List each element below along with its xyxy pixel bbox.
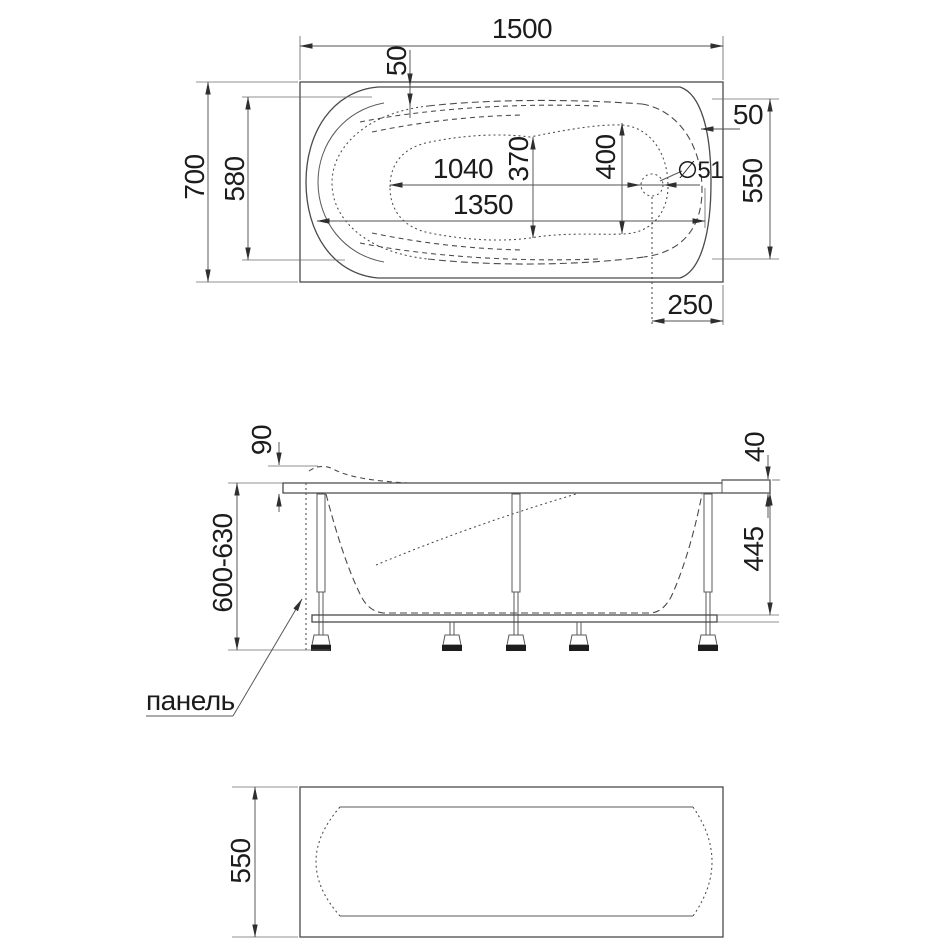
deco-curve-top-outer: [360, 105, 598, 122]
dim-label-total-height: 600-630: [207, 513, 238, 613]
inner-rim-bottom-dashed: [428, 257, 644, 264]
side-view: [146, 425, 780, 716]
panel-inner-right-arc: [693, 807, 712, 916]
dim-label-panel-height: 550: [225, 838, 256, 884]
leg-foot-pad: [698, 645, 718, 651]
foot-hanging-1: [442, 622, 462, 651]
leg-foot: [507, 635, 525, 645]
panel-callout-leader: [233, 599, 302, 716]
dim-label-bottom-width-mid: 370: [503, 136, 534, 182]
leg-tube: [317, 494, 325, 592]
dim-label-rim-rise: 90: [246, 424, 277, 456]
inner-rim-left-dotted: [332, 106, 428, 259]
dim-label-rim-inset-right: 50: [732, 99, 764, 130]
panel-outer-rect: [300, 787, 723, 937]
deco-curve-top-inner: [372, 115, 522, 132]
foot-stem: [450, 622, 454, 635]
leg-tube: [704, 494, 712, 592]
rim-hump-dashed: [309, 466, 408, 483]
dim-label-overall-length: 1500: [491, 13, 553, 44]
dim-label-bottom-width-drain: 400: [590, 134, 621, 180]
deco-curve-bottom-outer: [360, 243, 598, 260]
top-view: [179, 13, 779, 325]
dim-label-rim-inset-top: 50: [381, 45, 412, 77]
foot-pad: [569, 645, 589, 651]
leg-right: [698, 494, 718, 651]
front-view: [225, 787, 723, 937]
leg-left: [311, 494, 331, 651]
foot-pad: [442, 645, 462, 651]
foot-hanging-2: [569, 622, 589, 651]
dim-label-overall-width: 700: [179, 154, 210, 200]
interior-slope-dotted: [376, 494, 576, 565]
dim-label-rim-thickness: 40: [739, 431, 770, 463]
panel-inner-left-arc: [316, 807, 340, 916]
leg-stem: [706, 592, 710, 635]
leg-middle: [506, 494, 526, 651]
leg-stem: [319, 592, 323, 635]
dim-label-inner-width-drain-end: 550: [737, 158, 768, 204]
foot-body: [570, 635, 588, 645]
leg-tube: [512, 494, 520, 592]
dim-label-inner-length: 1350: [452, 189, 514, 220]
dim-label-rim-width: 580: [219, 156, 250, 202]
dim-label-apron-height: 445: [738, 526, 769, 572]
dim-label-bottom-length: 1040: [432, 153, 494, 184]
leg-foot-pad: [506, 645, 526, 651]
dim-label-drain-offset: 250: [667, 289, 713, 320]
leg-foot: [699, 635, 717, 645]
foot-body: [443, 635, 461, 645]
dim-label-drain-diameter: ∅51: [676, 157, 724, 184]
deco-curve-bottom-inner: [372, 233, 522, 250]
inner-rim-top-dashed: [428, 100, 642, 106]
panel-callout-label: панель: [146, 685, 235, 716]
leg-foot: [312, 635, 330, 645]
foot-stem: [577, 622, 581, 635]
rim-inner-left-arc: [318, 103, 384, 262]
